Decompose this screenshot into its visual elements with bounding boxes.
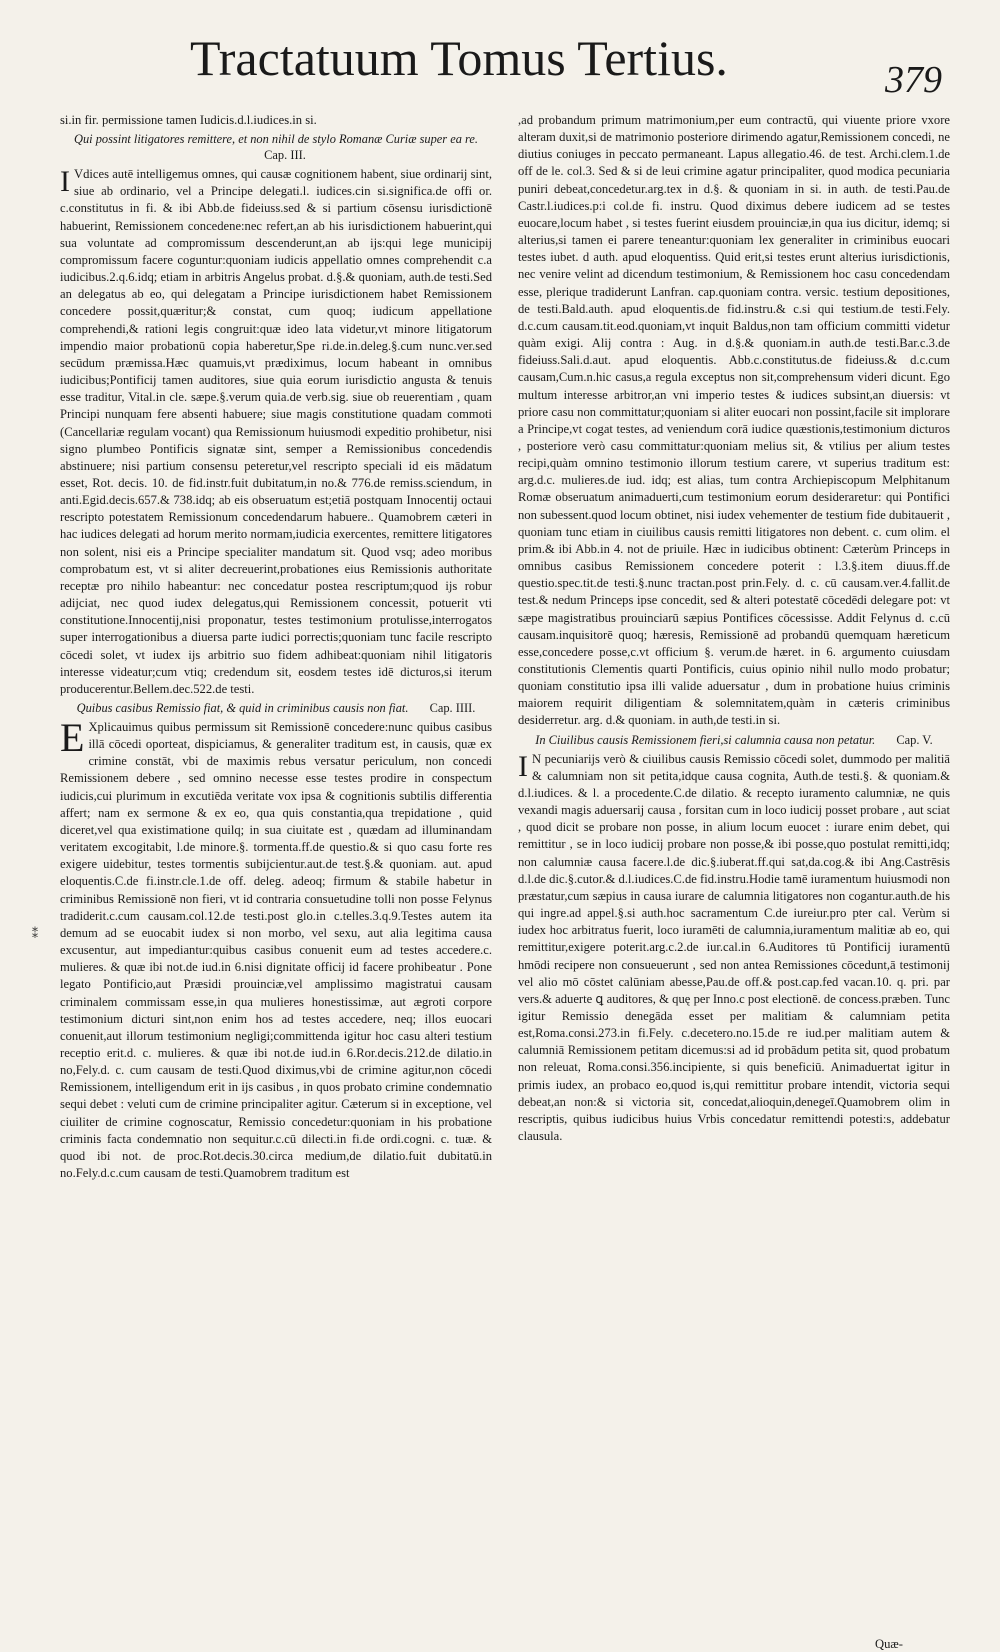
right-column bbox=[518, 112, 950, 1652]
chapter-4-text: Xplicauimus quibus permissum sit Remissionē concedere:nunc quibus casibus illā cōcedi oporteat, dispiciamus, & generaliter traditum est, in causis, quæ ex crimine constāt, vbi de maximis rebus versatur periculum, non concedi Remissionem debere , sed omnino necesse esse testes prodire in conspectum iudicis,cui plurimum in excutiēda veritate vox ipsa & cognitionis subtilis differentia affert; nam ex sermone & ex eo, qua quis constantia,qua trepidatione , quid diceret,vel qua existimatione quilq; in sua ciuitate est , quædam ad illuminandam veritatem excogitabit, l.de minore.§. tormenta.ff.de questio.& si quo casu forte res exigere uidebitur, testes tormentis subijcientur.aut.de test.§.& quoniam. aut. apud eloquentis.C.de fi.instr.cle.1.de off. deleg. adeoq; firmum & stabile habetur in criminibus Remissionē non fieri, vt id contraria consuetudine tolli non posse Felynus tradiderit.c.cum causam.col.12.de testi.post glo.in c.telles.3.q.9.Testes autem ita demum ad se euocabit iudex si non morbo, vel sexu, aut alia legitima causa excusentur, aut impediantur:quibus casibus conuenit eum ad testes accedere.c. mulieres. & quæ ibi not.de iud.in 6.nisi dignitate officij id facere prohibeatur . Pone legato Pontificio,aut Præsidi prouinciæ,vel amplissimo magistratui causam criminalem commissam esse,in qua mulieres honestissimæ, aut ægroti corpore testimonium dicturi sint,non enim hos ad testes accedere, neq; illos euocari conuenit,aut illorum testimonium negligi;committenda igitur hoc casu alteri testium receptio erit.d. c. mulieres. & quæ ibi not.de iud.in 6.Ror.decis.212.de dilatio.in no,Fely.d. c. cum causam de testi.Quod diximus,vbi de crimine agitur,non cōcedi Remissionem, intelligendum erit in ijs casibus , in quos probato crimine condemnatio sequi debet : veluti cum de crimine principaliter agitur. Cæterum si in exceptione, vel ciuiliter de crimine cognoscatur, Remissio concedetur:quoniam in his probatione criminis facta condemnatio non sequitur.c.cū dilecti.in fi.de ordi.cogni. c. tuæ. & quod ibi not. de proc.Rot.decis.30.circa medium,de dilatio.fuit dubitatū.in no.Fely.d.c.cum causam de testi.Quamobrem traditum est bbox=[60, 720, 492, 1181]
chapter-3-dropcap: I bbox=[60, 165, 70, 199]
chapter-5-dropcap: I bbox=[518, 749, 528, 783]
chapter-4-heading bbox=[60, 700, 492, 716]
chapter-4-body bbox=[60, 715, 492, 1182]
chapter-3-body bbox=[60, 166, 492, 698]
opening-line: si.in fir. permissione tamen Iudicis.d.l.iudices.in si. bbox=[60, 113, 317, 127]
chapter-4-continued: ,ad probandum primum matrimonium,per eum contractū, qui viuente priore vxore alteram duxit,si de matrimonio posteriore dirimendo agatur,Remissionem concedi, ne diutius coniuges in peccato permaneant. Lapus allegatio.46. de test. Archi.clem.1.de off de le. col.3. Sed & si de leui crimine agatur principaliter, quod modica pecuniaria puniri debeat,concedetur.arg.tex in d.§. & quoniam in si. in auth. de testi.Pau.de Castr.l.iudices.p:i col.de fi. instru. Quod diximus debere iudicem ad se testes euocare,locum habet , si testes fuerint eiusdem prouinciæ,in qua ius dicitur, idemq; si alterius,si tamen ei parere teneantur:quoniam lex generaliter in criminibus euocari testes iubet. d auth. apud eloquentiss. Quid erit,si testes erunt alterius iurisdictionis, nec venire velint ad dicendum testimonium, & Remissionem hoc casu concedendam esse, plerique tradiderunt Lanfran. cap.quoniam contra. versic. testium depositiones, de testi.Bald.auth. apud eloquentis.de fid.instru.& c.si qui testium.de testi.Fely. d.c.cum causam.tit.eod.quoniam,vt inquit Baldus,non tam officium committi videtur quàm exigi. Alij contra : Aug. in d.§.& quoniam.in auth.de testi.Bar.c.3.de fideiuss.Sali.d.aut. apud eloquentis. Abb.c.constitutus.de fideiuss.& d.c.cum causam,Cum.n.hic casus,a regula exceptus non sit,comprehensum videri dicunt. Ego multum interesse arbitror,an vni imperio testes & iudices subsint,an diuersis: vt priore casu non committatur;quoniam si aliter euocari non possint,facile sit implorare a Principe,vt cogat testes, ad veniendum corā iudice quæstionis,testimonium dicturos , posteriore verò casu committatur:quoniam melius sit, & vtilius per alium testes recipi,quàm omnino testimonio illorum testium carere, vt superius traditum est: arg.d.c. mulieres.de iud. idq; est alias, tum contra Archiepiscopum Melphitanum Romæ obseruatum animaduerti,cum testimonium eorum desideraretur: qui Pontifici non subessent.quod locum obtinet, nisi iudex vehementer de testium fide dubitauerit , quoniam tunc etiam in ciuilibus causis remitti litigatores non debent. c. cum olim. el prim.& ibi Abb.in 4. not de priuile. Hæc in iudicibus obtinent: Cæterùm Princeps in omnibus casibus Remissionem concedere poterit : l.3.§.item diuus.ff.de questio.spec.tit.de testi.§.nunc tractan.post prin.Fely. d. c. cū causam.ver.4.fallit.de test.& nedum Princeps ipse concedit, sed & alteri potestatē cōcedēdi delegare pot: vt sæpe magistratibus prouinciarū sæpius Pontifices cōcessisse. Addit Felynus d. c.cū causam.inquisitorē quoq; hæresis, Remissionē ad probandū quemquam hæreticum esse,concedere posse,c.vt officium §. verum.de hæret. in 6. argumento cuiusdam constitutionis Clementis quarti Pontificis, cuius opinio nihil nullo modo probatur; quoniam constitutio ipsa illi valide aduersatur , dum in probatione huius criminis maiorem requirit diligentiam & solemnitatem,quàm in cæteris criminibus desiderretur. arg. d.& quoniam. in auth,de testi.in si. bbox=[518, 113, 950, 728]
chapter-3-heading bbox=[60, 131, 492, 163]
chapter-4-title: Quibus casibus Remissio fiat, & quid in criminibus causis non fiat. bbox=[76, 701, 409, 715]
page-number: 379 bbox=[885, 59, 942, 101]
chapter-4-number: Cap. IIII. bbox=[429, 701, 476, 715]
running-title: Tractatuum Tomus Tertius. bbox=[190, 30, 728, 86]
chapter-5-body bbox=[518, 751, 950, 1146]
margin-mark: ⁑ bbox=[32, 927, 38, 941]
left-column bbox=[60, 112, 492, 1632]
chapter-5-text: N pecuniarijs verò & ciuilibus causis Remissio cōcedi solet, dummodo per malitiā & calumniam non sit petita,idque causa cognita, Auth.de testi.§. & quoniam.& d.l.iudices. & l. a procedente.C.de dilatio. & recepto iuramento calumniæ, ne quis vexandi magis aduersarij causa , forsitan cum in loco iudicij posset probare , aut sciat , quod dicit se probare non posse, in alium locum euocet : iurare enim debet, qui remittitur , se in loco iudicij probare non posse,& ibi posse,quo postulat remitti,idq; non calumniæ causa facere.l.de dic.§.iuberat.ff.qui sat,da.cog.& ibi Ang.Castrēsis d.l.de dic.§.cutor.& d.l.iudices.C.de fid.instru.Hodie tamē iuramentum huiusmodi non præstatur,cum sæpius in causa iurare de calumnia litigatores non cogantur.auth.de his qui ingre.ad appel.§.si auth.hoc sacramentum C.de iureiur.pro pter cal. Verùm si iudex hoc arbitratus fuerit, loco iuramēti de calumnia,iuramentum malitiæ ab eo, qui remittitur,exigere poterit.arg.c.2.de iur.cal.in 6.Auditores tū Pontificij iuramentū hmōdi recipere non consueuerunt , sed non antea Remissiones cōcedunt,ā testimonij vel alio mō cōstet calūniam abesse,Pau.de off.& post.cap.fed vacan.10. q. pri. par vers.& aduerte ꝗ auditores, & quę per Inno.c post electionē. de concess.præben. Tunc igitur Remissio denegāda esset per malitiam & calumniam petita est,Roma.consi.273.in fi.Fely. c.decetero.no.15.de re iud.per malitiam autem & calumniā Remissionem petitam dicemus:si ad id probādum petita sit, quod probatum non releuat, Roma.consi.356.incipiente, si quis beneficiū. Animaduertat igitur in primis iudex, an probaco eo,quod is,qui remittitur probare intendit, victoria sequi debeat,an non:& si victoria sit, concedat,alioquin,denegeī.Quamobrem olim in rescriptis, quibus iudicibus huius Vrbis concedatur remittendi potesti:s, addebatur clausula. bbox=[518, 751, 950, 1144]
catchword: Quæ- bbox=[875, 1637, 903, 1651]
chapter-5-number: Cap. V. bbox=[896, 732, 933, 747]
chapter-5-heading bbox=[518, 732, 950, 748]
chapter-3-number: Cap. III. bbox=[264, 148, 306, 163]
chapter-3-text: Vdices autē intelligemus omnes, qui causæ cognitionem habent, siue ordinarij sint, siue ab ordinario, vel a Principe delegati.l. iudices.cin si.significa.de offi or. c.constitutus in fi. & ibi Abb.de fideiuss.sed & si partium cōsensu iurisdictionē habuerint, Remissionem concedene:nec refert,an ab his iurisdictionem habuerint,qui sua voluntate ad compromissum descenderunt,an ab ijs:qui lege municipij compromissum facere coguntur:quoniam iudicis appellatio omnes comprehendit c.a iudicibus.2.q.6.idq; etiam in arbitris Angelus probat. d.§.& quoniam, auth.de testi.Sed an delegatus ab eo, qui delegatam a Principe iurisdictionem habet Remissionem concedere possit,quæritur;& constat, cum quoq; iudicum appellatione comprehendi,& rationi legis congruit:quæ ideo lata videtur,vt minore litigatorum impendio maior probationū copia haberetur,Spe ri.de.in.deleg.§.cum nunc.ver.sed secūdum præmissa.Hæc quamuis,vt prædiximus, locum habeant in omnibus iudicibus;Pontificij tamen auditores, siue quia eorum iurisdictio angusta & tenuis esse traditur, Vital.in cle. sæpe.§.verum quia.de verb.sig. siue ob reuerentiam , quam Principi nunquam fere absenti habuere; siue magis constitutione quadam commoti (Cancellariæ regulam vocant) qua Remissionum huiusmodi expeditio prohibetur, nisi signo plumbeo Pontificis signatæ sint, semper a Remissionibus concedendis abstinuere; nisi partium consensu peteretur,vel rescripto speciali id eis mādatum esset, Rot. decis. 10. de fid.instr.fuit dubitatum,in no.& 776.de remiss.sciendum, in anti.Egid.decis.657.& 738.idq; ab eis obseruatum est;etiā postquam Innocentij octaui rescripto potestatem Remissionum concedendarum habuere.. Quamobrem cæteri in hac iudices delegati ad horum merito normam,iudicia exercentes, remittere litigatores non solent, nisi eis a Principe specialiter mandatum sit. Quod vsq; adeo moribus comprobatum est, vt si aliter decreuerint,probationes eius Remissionis authoritate receptæ pro nihilo habeantur: nec concedatur postea rescriptum;quod ijs robur adijciat, nec quod iudex delegatus,qui Remissionem concessit, potuerit vti constitutione.Innocentij,nisi proponatur, testes testimonium protulisse,interrogatos super interrogationibus a diuersa parte iudici porrectis;quoniam tunc facile rescripto cōcedi solet, vt iudex ijs arbitrio suo fidem adhibeat:quoniam nihil litigatoris interesse videatur;cum vtiq; credendum sit, eosdem testes idē dicturos,si iterum producerentur.Bellem.dec.522.de testi. bbox=[60, 167, 492, 696]
chapter-3-title: Qui possint litigatores remittere, et non nihil de stylo Romanæ Curiæ super ea re. bbox=[74, 132, 478, 147]
chapter-4-dropcap: E bbox=[60, 715, 85, 760]
chapter-5-title: In Ciuilibus causis Remissionem fieri,si calumnia causa non petatur. bbox=[535, 732, 876, 747]
